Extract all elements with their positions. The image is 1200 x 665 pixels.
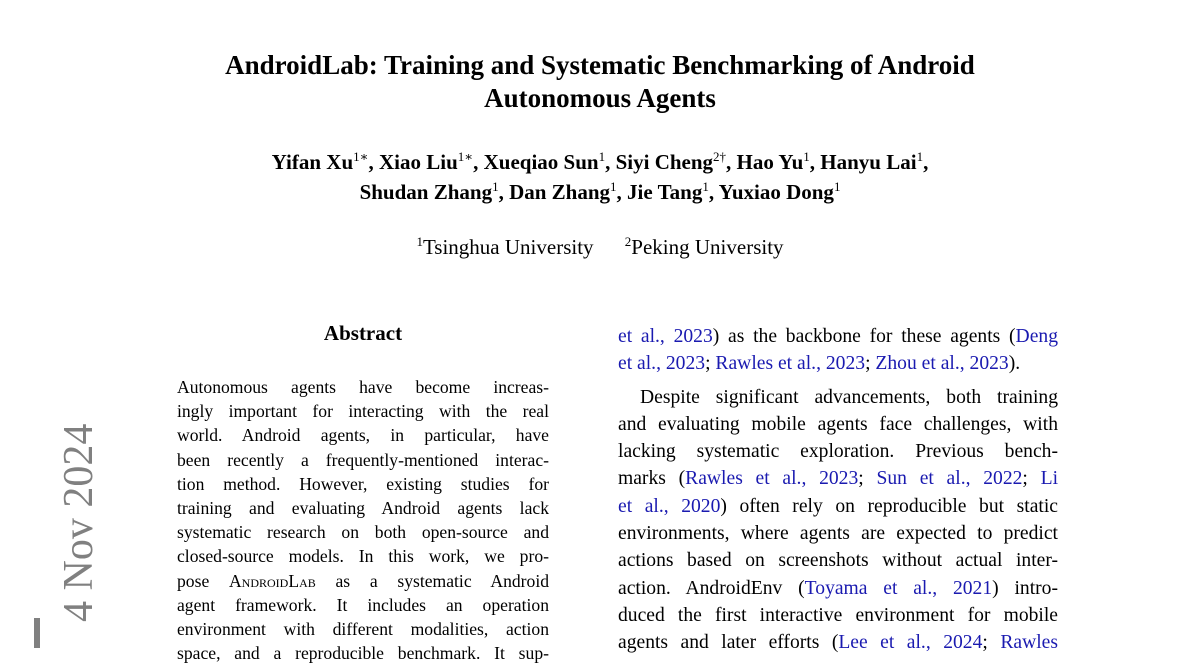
abstract-heading: Abstract xyxy=(323,321,403,345)
author-name: Xiao Liu xyxy=(379,150,458,174)
author-name: Hanyu Lai xyxy=(820,150,917,174)
arxiv-date: 4 Nov 2024 xyxy=(56,423,102,622)
body-line xyxy=(618,323,1058,350)
author-affil-mark: 2† xyxy=(713,149,727,164)
citation-link[interactable]: et al., 2023 xyxy=(618,353,706,375)
author-affil-mark: 1 xyxy=(702,179,709,194)
body-line xyxy=(618,465,1058,492)
citation-link[interactable]: Zhou et al., 2023 xyxy=(875,353,1009,375)
body-line: and evaluating mobile agents face challenges, with xyxy=(618,413,1058,435)
author-name: Jie Tang xyxy=(627,180,703,204)
abstract-line: training and evaluating Android agents lack xyxy=(177,498,549,519)
citation-link[interactable]: Rawles et al., 2023 xyxy=(715,353,866,375)
arxiv-stamp-bar xyxy=(34,618,40,648)
body-text: ) as the backbone for these agents ( xyxy=(712,326,1016,347)
author-separator: , xyxy=(605,150,616,174)
author-affil-mark: 1 xyxy=(916,149,924,164)
androidlab-name: AndroidLab xyxy=(228,570,316,591)
author-separator: , xyxy=(616,180,628,204)
body-text: ; xyxy=(865,353,876,375)
author-affil-mark: 1 xyxy=(833,179,841,194)
citation-link[interactable]: Lee et al., 2024 xyxy=(838,632,983,654)
body-text: marks ( xyxy=(618,468,686,490)
abstract-line: agent framework. It includes an operation xyxy=(177,594,549,615)
affiliation-peking xyxy=(625,235,784,259)
abstract-line: closed-source models. In this work, we pro- xyxy=(177,546,549,567)
body-text: ; xyxy=(1022,468,1041,490)
author-affil-mark: 1 xyxy=(610,179,617,194)
body-text: agents and later efforts ( xyxy=(618,632,839,654)
abstract-line xyxy=(177,569,549,593)
author-separator: , xyxy=(473,150,484,174)
body-text: ) often rely on reproducible but static xyxy=(720,495,1058,517)
affiliations xyxy=(150,232,1050,262)
body-text: action. AndroidEnv ( xyxy=(618,577,805,599)
abstract-line: systematic research on both open-source and xyxy=(177,522,549,543)
abstract-word: as a systematic Android xyxy=(335,570,549,591)
body-line xyxy=(618,629,1058,656)
body-text: ; xyxy=(705,353,716,375)
body-line: environments, where agents are expected to predict xyxy=(618,523,1058,545)
author-name: Shudan Zhang xyxy=(359,180,493,204)
abstract-line: world. Android agents, in particular, have xyxy=(177,425,549,446)
abstract-line: space, and a reproducible benchmark. It sup- xyxy=(177,643,549,664)
author-line-2 xyxy=(150,177,1050,207)
body-text: ; xyxy=(982,632,1001,654)
citation-link[interactable]: Toyama et al., 2021 xyxy=(804,577,993,599)
body-text: ; xyxy=(858,468,877,490)
author-separator: , xyxy=(498,180,510,204)
author-name: Yifan Xu xyxy=(271,150,354,174)
author-list xyxy=(150,147,1050,207)
title-line-1: AndroidLab: Training and Systematic Benchmarking of Android xyxy=(225,50,975,80)
abstract-line: tion method. However, existing studies for xyxy=(177,473,549,494)
author-name: Xueqiao Sun xyxy=(483,150,599,174)
citation-link[interactable]: Li xyxy=(1040,468,1059,490)
abstract-word: pose xyxy=(177,570,210,591)
author-name: Hao Yu xyxy=(736,150,804,174)
paper-title xyxy=(150,49,1050,115)
body-line: actions based on screenshots without actual inter- xyxy=(618,550,1058,572)
citation-link[interactable]: Sun et al., 2022 xyxy=(876,468,1023,490)
body-line xyxy=(618,350,1058,377)
affil-name: Peking University xyxy=(631,235,784,259)
citation-link[interactable]: et al., 2023 xyxy=(618,326,713,347)
author-separator: , xyxy=(923,150,929,174)
author-name: Siyi Cheng xyxy=(615,150,714,174)
author-name: Yuxiao Dong xyxy=(718,180,834,204)
citation-link[interactable]: Rawles et al., 2023 xyxy=(685,468,859,490)
title-line-2: Autonomous Agents xyxy=(484,83,716,113)
body-line: duced the first interactive environment for mobile xyxy=(618,604,1058,626)
author-affil-mark: 1 xyxy=(803,149,810,164)
author-line-1 xyxy=(150,147,1050,177)
abstract-line: been recently a frequently-mentioned interac- xyxy=(177,449,549,470)
author-affil-mark: 1∗ xyxy=(457,149,474,164)
body-line: Despite significant advancements, both training xyxy=(640,386,1058,408)
citation-link[interactable]: et al., 2020 xyxy=(618,495,721,517)
affil-mark: 2 xyxy=(624,234,632,249)
abstract-line: Autonomous agents have become increas- xyxy=(177,377,549,397)
author-separator: , xyxy=(368,150,379,174)
author-affil-mark: 1 xyxy=(492,179,499,194)
author-separator: , xyxy=(708,180,719,204)
affil-name: Tsinghua University xyxy=(422,235,594,259)
abstract-line: environment with different modalities, action xyxy=(177,619,549,640)
abstract-line: ingly important for interacting with the real xyxy=(177,401,549,422)
author-separator: , xyxy=(809,150,821,174)
body-text: ) intro- xyxy=(992,577,1058,599)
author-affil-mark: 1 xyxy=(598,149,606,164)
abstract-body xyxy=(177,375,549,665)
body-line xyxy=(618,493,1058,520)
citation-link[interactable]: Rawles xyxy=(1000,632,1058,654)
affil-mark: 1 xyxy=(416,234,423,249)
body-line: lacking systematic exploration. Previous bench- xyxy=(618,441,1058,463)
author-separator: , xyxy=(726,150,737,174)
author-name: Dan Zhang xyxy=(509,180,611,204)
body-line xyxy=(618,575,1058,602)
author-affil-mark: 1∗ xyxy=(353,149,369,164)
arxiv-stamp xyxy=(25,423,102,648)
affiliation-tsinghua xyxy=(416,235,593,259)
citation-link[interactable]: Deng xyxy=(1015,326,1058,347)
right-column xyxy=(618,323,1058,657)
body-text: ). xyxy=(1008,353,1021,375)
